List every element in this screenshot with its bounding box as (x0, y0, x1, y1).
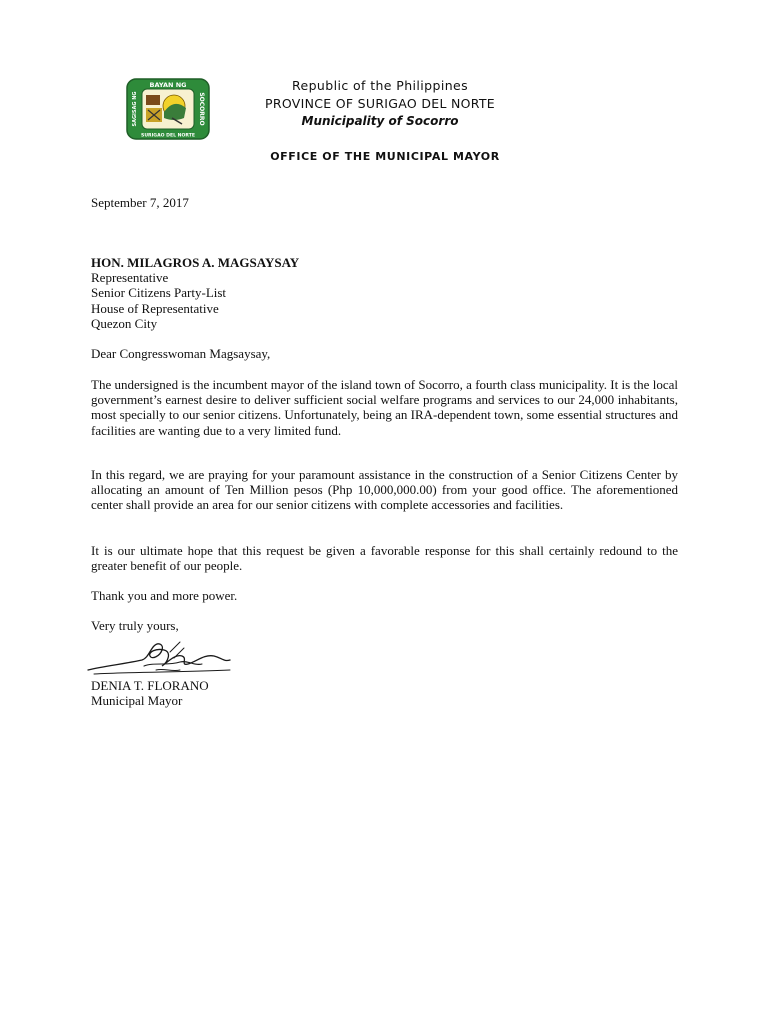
seal-left-text: SAGISAG NG (132, 91, 138, 127)
recipient-house: House of Representative (91, 300, 219, 316)
municipal-seal-logo (126, 78, 210, 140)
recipient-address-block (91, 255, 299, 331)
body-paragraph: The undersigned is the incumbent mayor of the island town of Socorro, a fourth class municipality. It is the local government’s earnest desire to deliver sufficient social welfare programs and services to our 24,000 inhabitants, most specially to our senior citizens. Unfortunately, being an IRA-dependent town, some essential structures and facilities are wanting due to a very limited fund. (91, 377, 678, 438)
seal-right-text: SOCORRO (198, 92, 205, 126)
letterhead-republic: Republic of the Philippines (291, 78, 469, 93)
signer-block (91, 678, 209, 708)
signer-name: DENIA T. FLORANO (91, 678, 209, 693)
recipient-name: HON. MILAGROS A. MAGSAYSAY (91, 255, 300, 270)
letter-date: September 7, 2017 (91, 195, 189, 210)
handwritten-signature (84, 636, 234, 680)
seal-top-text: BAYAN NG (149, 81, 187, 89)
thanks-line: Thank you and more power. (91, 588, 238, 603)
recipient-organization: Senior Citizens Party-List (91, 285, 227, 301)
letterhead-province: PROVINCE OF SURIGAO DEL NORTE (265, 96, 495, 111)
recipient-city: Quezon City (91, 315, 158, 331)
body-paragraph: It is our ultimate hope that this request be given a favorable response for this shall certainly redound to the greater benefit of our people. (91, 543, 678, 574)
signer-position: Municipal Mayor (91, 693, 183, 709)
complimentary-close: Very truly yours, (91, 618, 179, 633)
recipient-title: Representative (91, 270, 169, 286)
salutation: Dear Congresswoman Magsaysay, (91, 346, 271, 361)
body-paragraph: In this regard, we are praying for your paramount assistance in the construction of a Senior Citizens Center by allocating an amount of Ten Million pesos (Php 10,000,000.00) from your good office. The aforementioned center shall provide an area for our senior citizens with complete accessories and facilities. (91, 467, 678, 513)
seal-bottom-text: SURIGAO DEL NORTE (141, 133, 195, 139)
letterhead-office: OFFICE OF THE MUNICIPAL MAYOR (270, 150, 500, 163)
letterhead-municipality: Municipality of Socorro (301, 114, 459, 128)
